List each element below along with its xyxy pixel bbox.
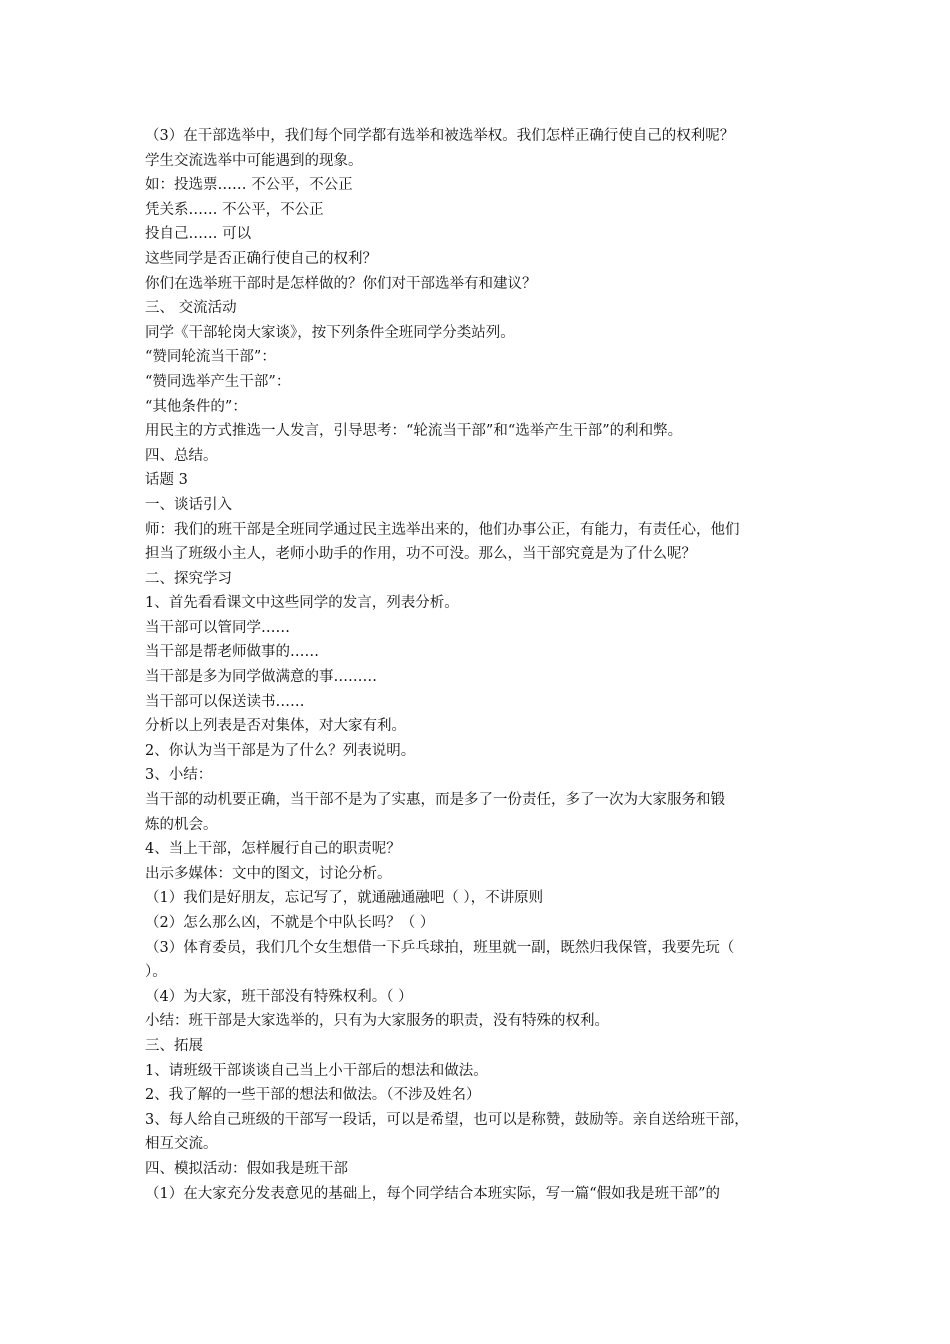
text-line: 1、首先看看课文中这些同学的发言，列表分析。 <box>145 595 459 612</box>
text-line: 3、小结： <box>145 767 213 784</box>
document-body <box>145 124 815 1206</box>
text-line: “赞同轮流当干部”： <box>145 349 276 366</box>
text-line: 师：我们的班干部是全班同学通过民主选举出来的，他们办事公正，有能力，有责任心，他们 <box>145 521 740 538</box>
text-line: 炼的机会。 <box>145 816 218 833</box>
text-line: 小结：班干部是大家选举的，只有为大家服务的职责，没有特殊的权利。 <box>145 1013 609 1030</box>
text-line: 你们在选举班干部时是怎样做的？你们对干部选举有和建议？ <box>145 275 537 292</box>
text-line: 当干部是帮老师做事的…… <box>145 644 319 661</box>
text-line: 当干部可以管同学…… <box>145 619 290 636</box>
text-line: 同学《干部轮岗大家谈》，按下列条件全班同学分类站列。 <box>145 324 515 341</box>
text-line: 当干部可以保送读书…… <box>145 693 305 710</box>
text-line: 二、探究学习 <box>145 570 232 587</box>
text-line: 当干部是多为同学做满意的事……… <box>145 669 377 686</box>
text-line: 话题 3 <box>145 472 188 489</box>
text-line: 2、你认为当干部是为了什么？列表说明。 <box>145 742 416 759</box>
text-line: 如：投选票…… 不公平，不公正 <box>145 177 353 194</box>
text-line: 这些同学是否正确行使自己的权利？ <box>145 250 377 267</box>
text-line: 凭关系…… 不公平，不公正 <box>145 201 324 218</box>
text-line: （3）在干部选举中，我们每个同学都有选举和被选举权。我们怎样正确行使自己的权利呢？ <box>145 128 735 144</box>
text-line: （1）我们是好朋友，忘记写了，就通融通融吧（ ），不讲原则 <box>145 890 544 907</box>
text-line: 分析以上列表是否对集体，对大家有利。 <box>145 718 406 735</box>
text-line: 学生交流选举中可能遇到的现象。 <box>145 152 363 169</box>
text-line: ）。 <box>145 964 167 981</box>
text-line: 三、拓展 <box>145 1037 203 1054</box>
text-line: （4）为大家，班干部没有特殊权利。（ ） <box>145 988 413 1005</box>
text-line: 1、请班级干部谈谈自己当上小干部后的想法和做法。 <box>145 1062 488 1079</box>
text-line: “赞同选举产生干部”： <box>145 373 291 390</box>
text-line: 2、我了解的一些干部的想法和做法。（不涉及姓名） <box>145 1087 481 1104</box>
text-line: 一、谈话引入 <box>145 496 232 513</box>
text-line: 当干部的动机要正确，当干部不是为了实惠，而是多了一份责任，多了一次为大家服务和锻 <box>145 792 725 809</box>
text-line: 3、每人给自己班级的干部写一段话，可以是希望，也可以是称赞，鼓励等。亲自送给班干部， <box>145 1111 749 1128</box>
text-line: 担当了班级小主人，老师小助手的作用，功不可没。那么，当干部究竟是为了什么呢？ <box>145 546 696 563</box>
text-line: （1）在大家充分发表意见的基础上，每个同学结合本班实际，写一篇“假如我是班干部”的 <box>145 1185 721 1202</box>
text-line: 四、总结。 <box>145 447 218 464</box>
text-line: 相互交流。 <box>145 1136 218 1153</box>
text-line: 4、当上干部，怎样履行自己的职责呢？ <box>145 841 401 858</box>
text-line: “其他条件的”： <box>145 398 247 415</box>
text-line: 投自己…… 可以 <box>145 226 252 243</box>
text-line: 四、模拟活动：假如我是班干部 <box>145 1160 348 1177</box>
text-line: （3）体育委员，我们几个女生想借一下乒乓球拍，班里就一副，既然归我保管，我要先玩（ <box>145 939 735 956</box>
text-line: 三、 交流活动 <box>145 300 237 317</box>
text-line: 出示多媒体：文中的图文，讨论分析。 <box>145 865 392 882</box>
text-line: 用民主的方式推选一人发言，引导思考：“轮流当干部”和“选举产生干部”的利和弊。 <box>145 423 683 440</box>
text-line: （2）怎么那么凶，不就是个中队长吗？（ ） <box>145 915 435 931</box>
